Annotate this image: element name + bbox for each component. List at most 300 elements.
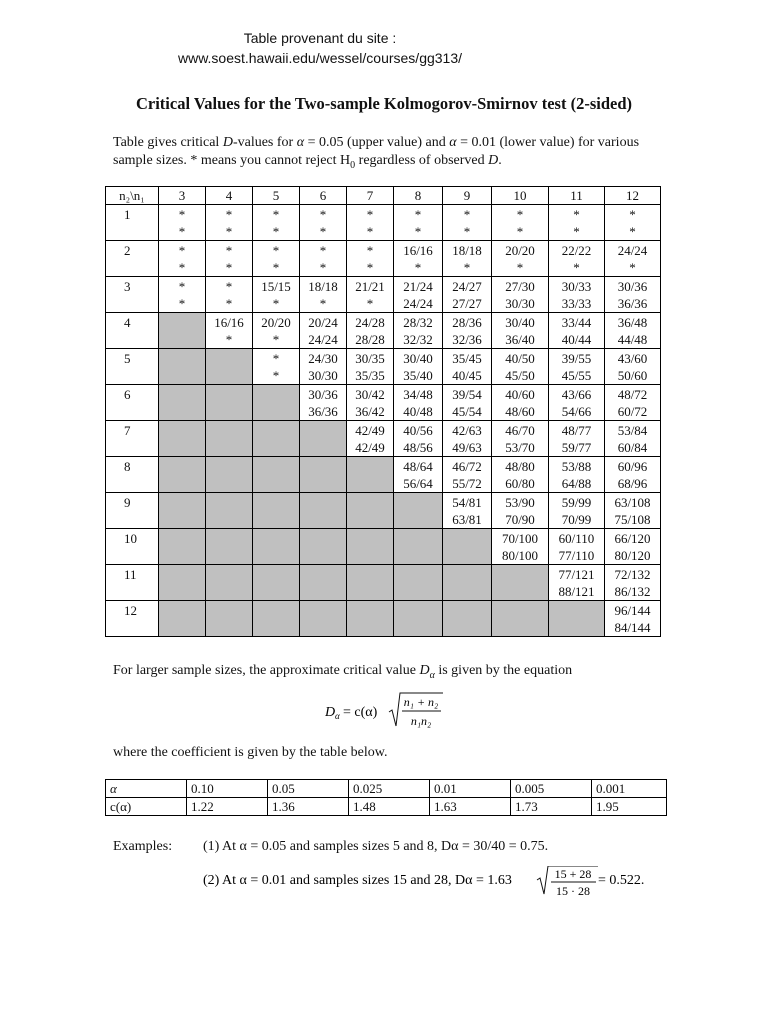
empty-cell xyxy=(300,565,347,601)
lower-value: * xyxy=(463,259,471,275)
critical-value-cell xyxy=(347,313,394,349)
critical-value-cell xyxy=(549,385,605,421)
critical-value-cell xyxy=(549,349,605,385)
upper-value: 40/60 xyxy=(505,386,535,402)
upper-value: * xyxy=(178,242,186,258)
lower-value: * xyxy=(272,223,280,239)
critical-value-cell xyxy=(443,349,492,385)
critical-values-table xyxy=(105,186,661,637)
critical-value-cell xyxy=(492,493,549,529)
lower-value: 33/33 xyxy=(561,295,592,311)
lower-value: * xyxy=(225,259,233,275)
example-2-denominator: 15 · 28 xyxy=(556,884,590,898)
empty-cell xyxy=(159,385,206,421)
upper-value: * xyxy=(225,242,233,258)
lower-value: * xyxy=(178,259,186,275)
lower-value: 36/36 xyxy=(617,295,648,311)
upper-value: * xyxy=(272,242,280,258)
n1-header: 8 xyxy=(394,187,443,205)
upper-value: 53/90 xyxy=(505,494,535,510)
lower-value: * xyxy=(516,223,524,239)
lower-value: 36/36 xyxy=(308,403,338,419)
c-value: 1.95 xyxy=(592,798,667,816)
upper-value: 40/56 xyxy=(403,422,433,438)
lower-value: * xyxy=(573,223,580,239)
critical-value-cell xyxy=(605,205,661,241)
n2-label: 7 xyxy=(106,421,159,457)
empty-cell xyxy=(206,493,253,529)
critical-value-cell xyxy=(549,277,605,313)
lower-value: 45/55 xyxy=(561,367,592,383)
upper-value: 24/30 xyxy=(308,350,338,366)
empty-cell xyxy=(206,601,253,637)
empty-cell xyxy=(206,349,253,385)
critical-value-cell xyxy=(253,277,300,313)
lower-value: * xyxy=(414,223,422,239)
table-row xyxy=(106,349,661,385)
table-row xyxy=(106,565,661,601)
upper-value: 39/55 xyxy=(561,350,592,366)
n1-header: 6 xyxy=(300,187,347,205)
lower-value: 64/88 xyxy=(561,475,592,491)
critical-value-cell xyxy=(394,349,443,385)
empty-cell xyxy=(253,421,300,457)
lower-value: * xyxy=(366,295,374,311)
upper-value: 28/36 xyxy=(452,314,482,330)
critical-value-cell xyxy=(492,277,549,313)
formula-denominator: n₁n₂ xyxy=(410,714,432,728)
lower-value: 42/49 xyxy=(355,439,385,455)
table-row xyxy=(106,421,661,457)
lower-value: 50/60 xyxy=(617,367,648,383)
empty-cell xyxy=(253,457,300,493)
lower-value: * xyxy=(516,259,524,275)
n1-header: 10 xyxy=(492,187,549,205)
lower-value: * xyxy=(225,295,233,311)
upper-value: 39/54 xyxy=(452,386,482,402)
critical-value-cell xyxy=(347,385,394,421)
table-row xyxy=(106,241,661,277)
critical-value-cell xyxy=(159,241,206,277)
empty-cell xyxy=(159,529,206,565)
lower-value: 70/99 xyxy=(561,511,592,527)
critical-value-cell xyxy=(394,205,443,241)
upper-value: * xyxy=(516,206,524,222)
upper-value: 20/24 xyxy=(308,314,338,330)
upper-value: 30/36 xyxy=(617,278,648,294)
upper-value: 24/24 xyxy=(617,242,648,258)
lower-value: 24/24 xyxy=(403,295,433,311)
lower-value: 88/121 xyxy=(558,583,595,599)
critical-value-cell xyxy=(605,277,661,313)
upper-value: 66/120 xyxy=(614,530,651,546)
n1-header: 9 xyxy=(443,187,492,205)
upper-value: 18/18 xyxy=(308,278,338,294)
table-row xyxy=(106,529,661,565)
upper-value: 48/64 xyxy=(403,458,433,474)
upper-value: 60/110 xyxy=(558,530,595,546)
upper-value: * xyxy=(366,242,374,258)
upper-value: 15/15 xyxy=(261,278,291,294)
lower-value: 75/108 xyxy=(614,511,651,527)
upper-value: 24/28 xyxy=(355,314,385,330)
lower-value: 60/80 xyxy=(505,475,535,491)
page-title: Critical Values for the Two-sample Kolmogorov-Smirnov test (2-sided) xyxy=(135,94,633,113)
table-row xyxy=(106,277,661,313)
critical-value-cell xyxy=(300,205,347,241)
lower-value: 40/45 xyxy=(452,367,482,383)
lower-value: 24/24 xyxy=(308,331,338,347)
lower-value: 36/40 xyxy=(505,331,535,347)
formula-lhs-sub: α xyxy=(335,711,340,721)
critical-value-formula xyxy=(325,690,455,734)
c-value: 1.48 xyxy=(349,798,430,816)
critical-value-cell xyxy=(443,457,492,493)
upper-value: * xyxy=(366,206,374,222)
lower-value: 30/30 xyxy=(505,295,535,311)
empty-cell xyxy=(443,565,492,601)
upper-value: 34/48 xyxy=(403,386,433,402)
formula-lhs: D xyxy=(325,705,336,720)
example-2-numerator: 15 + 28 xyxy=(554,867,592,881)
lower-value: * xyxy=(629,223,636,239)
coefficient-text: where the coefficient is given by the table below. xyxy=(113,745,388,760)
source-line-1: Table provenant du site : xyxy=(243,30,397,46)
n2-label: 11 xyxy=(106,565,159,601)
n2-label: 5 xyxy=(106,349,159,385)
critical-value-cell xyxy=(443,385,492,421)
empty-cell xyxy=(253,601,300,637)
critical-value-cell xyxy=(605,529,661,565)
critical-value-cell xyxy=(492,421,549,457)
upper-value: 35/45 xyxy=(452,350,482,366)
empty-cell xyxy=(159,421,206,457)
lower-value: 53/70 xyxy=(505,439,535,455)
critical-value-cell xyxy=(443,313,492,349)
upper-value: 77/121 xyxy=(558,566,595,582)
critical-value-cell xyxy=(300,313,347,349)
example-2-result: = 0.522. xyxy=(598,873,645,888)
empty-cell xyxy=(253,565,300,601)
lower-value: 60/84 xyxy=(617,439,648,455)
coefficient-table xyxy=(105,779,667,816)
critical-value-cell xyxy=(347,421,394,457)
upper-value: 59/99 xyxy=(561,494,592,510)
n2-label: 12 xyxy=(106,601,159,637)
empty-cell xyxy=(206,385,253,421)
critical-value-cell xyxy=(394,457,443,493)
lower-value: 49/63 xyxy=(452,439,482,455)
upper-value: 43/66 xyxy=(561,386,592,402)
upper-value: 42/49 xyxy=(355,422,385,438)
critical-value-cell xyxy=(605,313,661,349)
larger-sample-text: For larger sample sizes, the approximate critical value $D_\alpha$ is given by the equation xyxy=(113,663,573,681)
empty-cell xyxy=(159,493,206,529)
empty-cell xyxy=(347,457,394,493)
empty-cell xyxy=(206,529,253,565)
upper-value: 63/108 xyxy=(614,494,651,510)
lower-value: 48/60 xyxy=(505,403,535,419)
critical-value-cell xyxy=(159,277,206,313)
empty-cell xyxy=(394,565,443,601)
table-row xyxy=(106,601,661,637)
empty-cell xyxy=(159,565,206,601)
lower-value: 44/48 xyxy=(617,331,648,347)
lower-value: 40/48 xyxy=(403,403,433,419)
c-value: 1.63 xyxy=(430,798,511,816)
lower-value: * xyxy=(319,259,327,275)
upper-value: 27/30 xyxy=(505,278,535,294)
formula-coef: = c(α) xyxy=(343,705,378,720)
lower-value: * xyxy=(225,331,233,347)
n1-header: 12 xyxy=(605,187,661,205)
empty-cell xyxy=(549,601,605,637)
upper-value: 21/21 xyxy=(355,278,385,294)
lower-value: 60/72 xyxy=(617,403,648,419)
empty-cell xyxy=(300,601,347,637)
lower-value: 35/40 xyxy=(403,367,433,383)
upper-value: 48/80 xyxy=(505,458,535,474)
critical-value-cell xyxy=(492,205,549,241)
critical-value-cell xyxy=(394,241,443,277)
table-row xyxy=(106,205,661,241)
critical-value-cell xyxy=(443,241,492,277)
n2-label: 2 xyxy=(106,241,159,277)
lower-value: * xyxy=(629,259,636,275)
empty-cell xyxy=(206,457,253,493)
critical-value-cell xyxy=(253,349,300,385)
lower-value: 56/64 xyxy=(403,475,433,491)
lower-value: 63/81 xyxy=(452,511,482,527)
upper-value: * xyxy=(463,206,471,222)
critical-value-cell xyxy=(549,313,605,349)
critical-value-cell xyxy=(159,205,206,241)
critical-value-cell xyxy=(347,205,394,241)
upper-value: * xyxy=(414,206,422,222)
n2-label: 6 xyxy=(106,385,159,421)
upper-value: 70/100 xyxy=(501,530,539,546)
corner-header: n₂\n₁ xyxy=(106,187,159,205)
n1-header: 11 xyxy=(549,187,605,205)
empty-cell xyxy=(253,529,300,565)
critical-value-cell xyxy=(443,205,492,241)
upper-value: * xyxy=(319,206,327,222)
critical-value-cell xyxy=(492,241,549,277)
upper-value: 46/70 xyxy=(505,422,535,438)
intro-paragraph: Table gives critical D-values for α = 0.05 (upper value) and α = 0.01 (lower value) for various sample sizes. * means you cannot reject $H_0$ regardless of observed D. xyxy=(113,135,640,171)
upper-value: 18/18 xyxy=(452,242,482,258)
lower-value: 32/36 xyxy=(452,331,482,347)
lower-value: * xyxy=(272,295,280,311)
lower-value: 30/30 xyxy=(308,367,338,383)
critical-value-cell xyxy=(492,529,549,565)
alpha-value: 0.005 xyxy=(511,780,592,798)
upper-value: 53/88 xyxy=(561,458,592,474)
empty-cell xyxy=(253,385,300,421)
critical-value-cell xyxy=(394,313,443,349)
critical-value-cell xyxy=(549,529,605,565)
critical-value-cell xyxy=(549,241,605,277)
lower-value: * xyxy=(414,259,422,275)
lower-value: 45/50 xyxy=(505,367,535,383)
table-row xyxy=(106,313,661,349)
upper-value: 24/27 xyxy=(452,278,482,294)
lower-value: 54/66 xyxy=(561,403,592,419)
lower-value: 84/144 xyxy=(614,619,651,635)
n2-label: 10 xyxy=(106,529,159,565)
upper-value: 21/24 xyxy=(403,278,433,294)
empty-cell xyxy=(300,457,347,493)
upper-value: 30/40 xyxy=(505,314,535,330)
critical-value-cell xyxy=(300,349,347,385)
c-value: 1.22 xyxy=(187,798,268,816)
upper-value: 48/72 xyxy=(617,386,648,402)
lower-value: 55/72 xyxy=(452,475,482,491)
examples-label: Examples: xyxy=(113,839,173,854)
lower-value: 48/56 xyxy=(403,439,433,455)
lower-value: 32/32 xyxy=(403,331,433,347)
lower-value: * xyxy=(573,259,580,275)
upper-value: 30/42 xyxy=(355,386,385,402)
upper-value: * xyxy=(573,206,580,222)
upper-value: 72/132 xyxy=(614,566,651,582)
upper-value: 53/84 xyxy=(617,422,648,438)
critical-value-cell xyxy=(253,241,300,277)
critical-value-cell xyxy=(549,421,605,457)
critical-value-cell xyxy=(394,277,443,313)
table-header-row xyxy=(106,187,661,205)
critical-value-cell xyxy=(605,565,661,601)
lower-value: 35/35 xyxy=(355,367,385,383)
c-label: c(α) xyxy=(106,798,187,816)
empty-cell xyxy=(443,601,492,637)
critical-value-cell xyxy=(443,421,492,457)
lower-value: * xyxy=(366,223,374,239)
upper-value: 42/63 xyxy=(452,422,482,438)
upper-value: * xyxy=(225,206,233,222)
table-row xyxy=(106,457,661,493)
alpha-row xyxy=(106,780,667,798)
source-url: www.soest.hawaii.edu/wessel/courses/gg313/ xyxy=(177,50,463,66)
lower-value: 77/110 xyxy=(558,547,595,563)
critical-value-cell xyxy=(206,241,253,277)
critical-value-cell xyxy=(492,349,549,385)
critical-value-cell xyxy=(347,277,394,313)
upper-value: 30/36 xyxy=(308,386,338,402)
n1-header: 3 xyxy=(159,187,206,205)
empty-cell xyxy=(394,493,443,529)
n1-header: 7 xyxy=(347,187,394,205)
empty-cell xyxy=(206,421,253,457)
lower-value: * xyxy=(366,259,374,275)
example-2 xyxy=(203,866,663,911)
critical-value-cell xyxy=(300,385,347,421)
upper-value: 43/60 xyxy=(617,350,648,366)
lower-value: 45/54 xyxy=(452,403,482,419)
lower-value: 28/28 xyxy=(355,331,385,347)
critical-value-cell xyxy=(605,493,661,529)
critical-value-cell xyxy=(206,313,253,349)
critical-value-cell xyxy=(253,313,300,349)
example-1: (1) At α = 0.05 and samples sizes 5 and 8, Dα = 30/40 = 0.75. xyxy=(203,839,549,854)
lower-value: 80/100 xyxy=(501,547,539,563)
n2-label: 3 xyxy=(106,277,159,313)
critical-value-cell xyxy=(394,385,443,421)
alpha-label: α xyxy=(106,780,187,798)
upper-value: 28/32 xyxy=(403,314,433,330)
lower-value: * xyxy=(225,223,233,239)
c-value: 1.73 xyxy=(511,798,592,816)
n2-label: 8 xyxy=(106,457,159,493)
empty-cell xyxy=(443,529,492,565)
empty-cell xyxy=(347,529,394,565)
lower-value: * xyxy=(272,331,280,347)
upper-value: 30/33 xyxy=(561,278,592,294)
upper-value: 60/96 xyxy=(617,458,648,474)
critical-value-cell xyxy=(492,457,549,493)
critical-value-cell xyxy=(605,385,661,421)
empty-cell xyxy=(347,601,394,637)
lower-value: * xyxy=(319,223,327,239)
critical-value-cell xyxy=(549,457,605,493)
critical-value-cell xyxy=(347,241,394,277)
critical-value-cell xyxy=(206,277,253,313)
empty-cell xyxy=(206,565,253,601)
upper-value: 20/20 xyxy=(505,242,535,258)
lower-value: 59/77 xyxy=(561,439,592,455)
alpha-value: 0.001 xyxy=(592,780,667,798)
upper-value: * xyxy=(225,278,233,294)
critical-value-cell xyxy=(549,493,605,529)
upper-value: 54/81 xyxy=(452,494,482,510)
upper-value: * xyxy=(178,206,186,222)
lower-value: * xyxy=(272,367,280,383)
empty-cell xyxy=(159,601,206,637)
critical-value-cell xyxy=(206,205,253,241)
lower-value: 70/90 xyxy=(505,511,535,527)
upper-value: 30/40 xyxy=(403,350,433,366)
critical-value-cell xyxy=(605,457,661,493)
critical-value-cell xyxy=(443,277,492,313)
critical-value-cell xyxy=(492,385,549,421)
critical-value-cell xyxy=(605,241,661,277)
alpha-value: 0.025 xyxy=(349,780,430,798)
empty-cell xyxy=(159,313,206,349)
c-row xyxy=(106,798,667,816)
lower-value: 36/42 xyxy=(355,403,385,419)
critical-value-cell xyxy=(605,349,661,385)
lower-value: * xyxy=(272,259,280,275)
critical-value-cell xyxy=(492,313,549,349)
lower-value: 86/132 xyxy=(614,583,651,599)
empty-cell xyxy=(347,493,394,529)
critical-value-cell xyxy=(300,277,347,313)
upper-value: 48/77 xyxy=(561,422,592,438)
upper-value: 96/144 xyxy=(614,602,651,618)
upper-value: 20/20 xyxy=(261,314,291,330)
formula-numerator: n₁ + n₂ xyxy=(403,695,439,709)
n2-label: 1 xyxy=(106,205,159,241)
upper-value: 36/48 xyxy=(617,314,648,330)
upper-value: 22/22 xyxy=(561,242,592,258)
upper-value: * xyxy=(272,206,280,222)
critical-value-cell xyxy=(605,601,661,637)
empty-cell xyxy=(300,529,347,565)
upper-value: 16/16 xyxy=(214,314,244,330)
critical-value-cell xyxy=(549,205,605,241)
upper-value: * xyxy=(272,350,280,366)
upper-value: * xyxy=(178,278,186,294)
